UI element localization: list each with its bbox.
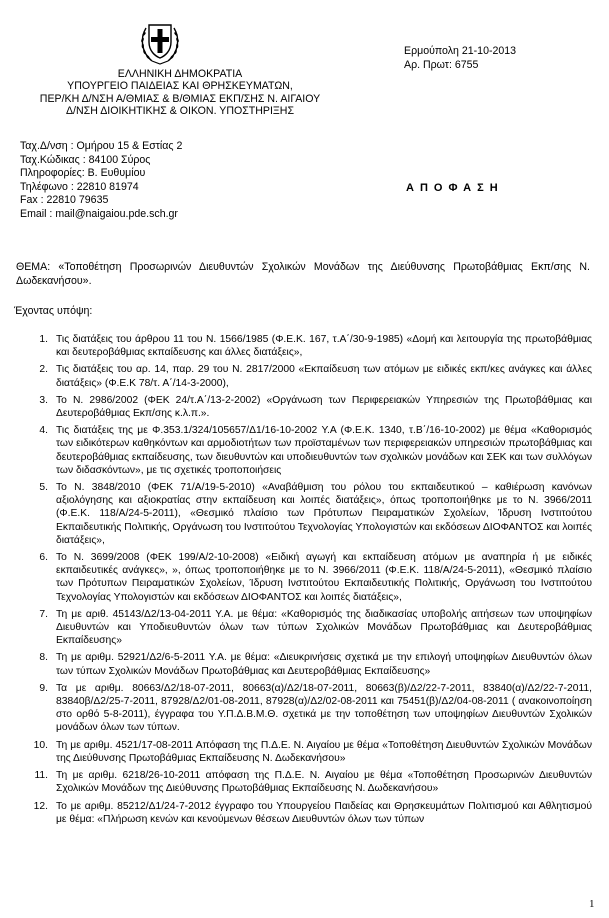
item-number: 11. [34,770,48,782]
item-number: 3. [39,394,48,406]
decision-title: ΑΠΟΦΑΣΗ [406,182,504,194]
contact-email: Email : mail@naigaiou.pde.sch.gr [20,207,178,220]
contact-fax: Fax : 22810 79635 [20,194,109,207]
item-text: Το Ν. 3848/2010 (ΦΕΚ 71/Α/19-5-2010) «Αναβάθμιση του ρόλου του εκπαιδευτικού – καθιέρωση κανόνων αξιολόγησης και αξιοκρατίας στην εκπαίδευση και λοιπές διατάξεις», όπως τροποποιήθηκε με το Ν. 3966/2011 (Φ.Ε.Κ. 118/Α/24-5-2011), «Θεσμικό πλαίσιο των Πρότυπων Πειραματικών Σχολείων, Ίδρυση Ινστιτούτου Εκπαιδευτικής Πολιτικής, Οργάνωση του Ινστιτούτου Τεχνολογίας Υπολογιστών και εκδόσεων ΔΙΟΦΑΝΤΟΣ και λοιπές διατάξεις», [56,482,592,546]
list-item [26,424,592,477]
item-number: 8. [39,652,48,664]
contact-postcode: Ταχ.Κώδικας : 84100 Σύρος [20,153,151,166]
list-item [26,608,592,648]
item-number: 6. [39,552,48,564]
place-date: Ερμούπολη 21-10-2013 [404,45,517,57]
item-number: 10. [33,739,48,751]
list-item [26,682,592,735]
list-item [26,481,592,547]
item-text: Τα με αριθμ. 80663/Δ2/18-07-2011, 80663(α)/Δ2/18-07-2011, 80663(β)/Δ2/22-7-2011, 83840(α)/Δ2/22-7-2011, 83840β/Δ2/25-7-2011, 87928/Δ2/01-08-2011, 87928(α)/Δ2/02-08-2011 και 75451(β)/Δ2/04-08-2011 ( ανακοινοποίηση στο ορθό 5-8-2011), έγγραφα του Υ.Π.Δ.Β.Μ.Θ. σχετικά με την τοποθέτηση των υποψηφίων Διευθυντών Σχολικών μονάδων όλων των τύπων. [56,682,592,734]
item-text: Το με αριθμ. 85212/Δ1/24-7-2012 έγγραφο του Υπουργείου Παιδείας και Θρησκευμάτων Πολιτισμού και Αθλητισμού με θέμα: «Πλήρωση κενών και κενούμενων θέσεων Διευθυντών όλων των τύπων [56,800,592,825]
item-number: 7. [39,608,48,620]
item-number: 9. [39,682,48,694]
contact-details [20,140,182,222]
list-item [26,651,592,677]
item-text: Τις διατάξεις του αρ. 14, παρ. 29 του Ν. 2817/2000 «Εκπαίδευση των ατόμων με ειδικές εκπ/κες ανάγκες και άλλες διατάξεις» (Φ.Ε.Κ 78/τ. Α΄/14-3-2000), [56,364,592,389]
item-text: Τη με αριθμ. 52921/Δ2/6-5-2011 Υ.Α. με θέμα: «Διευκρινήσεις σχετικά με την επιλογή υποψηφίων Διευθυντών όλων των τύπων Σχολικών Μονάδων Πρωτοβάθμιας και Δευτεροβάθμιας Εκπαίδευσης» [56,652,592,677]
authority-line: ΠΕΡ/ΚΗ Δ/ΝΣΗ Α/ΘΜΙΑΣ & Β/ΘΜΙΑΣ ΕΚΠ/ΣΗΣ Ν. ΑΙΓΑΙΟΥ [39,92,321,105]
item-text: Το Ν. 3699/2008 (ΦΕΚ 199/Α/2-10-2008) «Ειδική αγωγή και εκπαίδευση ατόμων με αναπηρία ή με ειδικές εκπαιδευτικές ανάγκες», », όπως τροποποιήθηκε με το Ν. 3966/2011 (Φ.Ε.Κ. 118/Α/24-5-2011), «Θεσμικό πλαίσιο των Πρότυπων Πειραματικών Σχολείων, Ίδρυση Ινστιτούτου Εκπαιδευτικής Πολιτικής, Οργάνωση του Ινστιτούτου Τεχνολογίας Υπολογιστών και εκδόσεων ΔΙΟΦΑΝΤΟΣ και λοιπές διατάξεις», [56,552,592,603]
protocol-number: Αρ. Πρωτ: 6755 [404,59,479,71]
item-number: 12. [33,800,48,812]
item-number: 4. [39,425,48,437]
item-text: Τις διατάξεις της με Φ.353.1/324/105657/Δ1/16-10-2002 Υ.Α (Φ.Ε.Κ. 1340, τ.Β΄/16-10-2002) με θέμα «Καθορισμός των ειδικότερων καθηκόντων και αρμοδιοτήτων των προϊσταμένων των περιφερειακών υπηρεσιών πρωτοβάθμιας και δευτεροβάθμιας εκπαίδευσης, των διευθυντών και υποδιευθυντών των σχολικών μονάδων και ΣΕΚ και των συλλόγων των διδασκόντων», με τις σχετικές τροποποιήσεις [56,425,592,476]
contact-info-person: Πληροφορίες: Β. Ευθυμίου [20,167,146,180]
hellenic-republic-coat-of-arms-icon [138,20,182,66]
list-item [26,333,592,359]
date-protocol-block [404,44,516,72]
subject-line: ΘΕΜΑ: «Τοποθέτηση Προσωρινών Διευθυντών Σχολικών Μονάδων της Διεύθυνσης Πρωτοβάθμιας Εκπ/σης Ν. Δωδεκανήσου». [16,261,590,287]
authority-line: ΕΛΛΗΝΙΚΗ ΔΗΜΟΚΡΑΤΙΑ [117,68,243,80]
item-number: 2. [39,364,48,376]
authority-line: ΥΠΟΥΡΓΕΙΟ ΠΑΙΔΕΙΑΣ ΚΑΙ ΘΡΗΣΚΕΥΜΑΤΩΝ, [67,80,293,93]
item-number: 1. [39,334,48,345]
issuing-authority-block [30,68,330,118]
contact-phone: Τηλέφωνο : 22810 81974 [20,180,139,193]
item-text: Τη με αριθ. 45143/Δ2/13-04-2011 Υ.Α. με θέμα: «Καθορισμός της διαδικασίας υποβολής αιτήσεων των υποψηφίων Διευθυντών και Υποδιευθυντών όλων των τύπων Σχολικών Μονάδων Πρωτοβάθμιας και Δευτεροβάθμιας Εκπαίδευσης» [56,608,592,647]
given-heading: Έχοντας υπόψη: [14,305,93,317]
item-text: Τη με αριθμ. 6218/26-10-2011 απόφαση της Π.Δ.Ε. Ν. Αιγαίου με θέμα «Τοποθέτηση Προσωρινών Διευθυντών Σχολικών Μονάδων της Διεύθυνσης Πρωτοβάθμιας Εκπαίδευσης Ν. Δωδεκανήσου» [56,770,592,795]
item-text: Το Ν. 2986/2002 (ΦΕΚ 24/τ.Α΄/13-2-2002) «Οργάνωση των Περιφερειακών Υπηρεσιών της Πρωτοβάθμιας και Δευτεροβάθμιας Εκπ/σης κ.λ.π.». [56,394,592,420]
page-number: 1 [589,898,595,910]
list-item [26,363,592,389]
list-item [26,394,592,420]
authority-line: Δ/ΝΣΗ ΔΙΟΙΚΗΤΙΚΗΣ & ΟΙΚΟΝ. ΥΠΟΣΤΗΡΙΞΗΣ [65,105,294,118]
item-number: 5. [39,482,48,494]
list-item [26,800,592,826]
list-item [26,769,592,795]
item-text: Τη με αριθμ. 4521/17-08-2011 Απόφαση της Π.Δ.Ε. Ν. Αιγαίου με θέμα «Τοποθέτηση Διευθυντών Σχολικών Μονάδων της Διεύθυνσης Πρωτοβάθμιας Εκπαίδευσης Ν. Δωδεκανήσου» [56,739,592,764]
item-text: Τις διατάξεις του άρθρου 11 του Ν. 1566/1985 (Φ.Ε.Κ. 167, τ.Α΄/30-9-1985) «Δομή και λειτουργία της πρωτοβάθμιας και δευτεροβάθμιας εκπαίδευσης και άλλες διατάξεις», [56,334,592,359]
considerations-list [26,333,592,830]
list-item [26,551,592,604]
contact-address: Ταχ.Δ/νση : Ομήρου 15 & Εστίας 2 [20,140,183,152]
list-item [26,739,592,765]
